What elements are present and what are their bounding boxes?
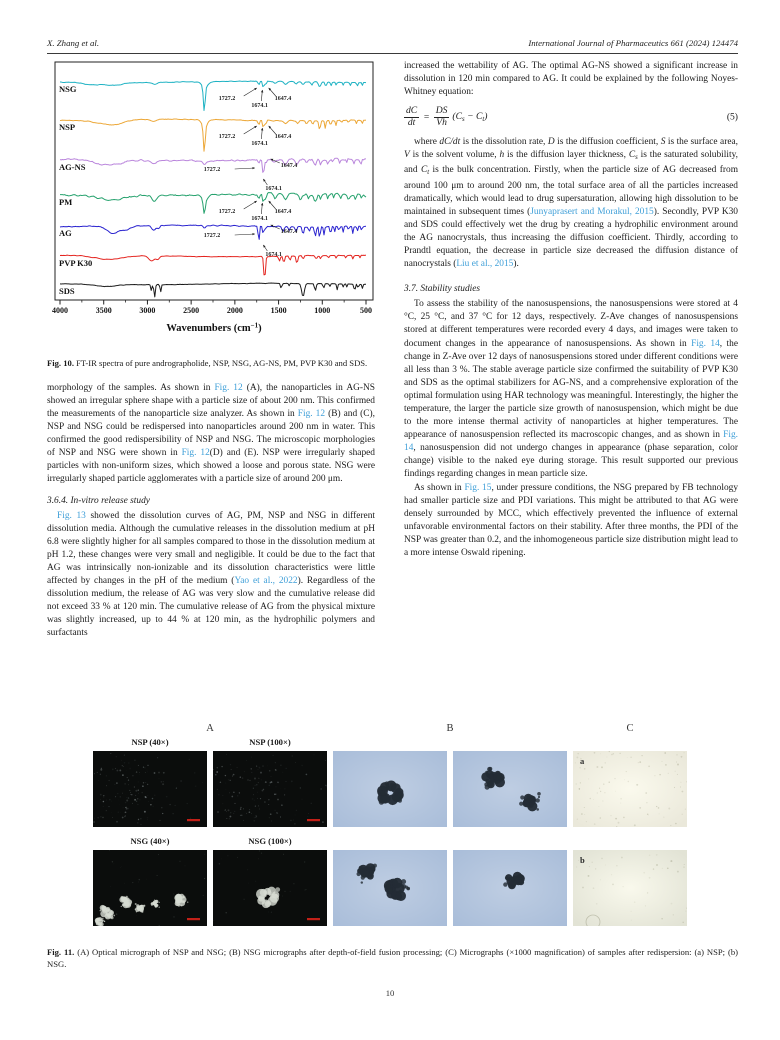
micrograph-panel-letter: b [580,855,585,865]
ftir-series-AG-NS [59,158,366,192]
svg-text:1727.2: 1727.2 [218,134,236,140]
svg-text:1647.4: 1647.4 [274,209,292,215]
micrograph-panel-dark [213,751,327,827]
svg-text:1647.4: 1647.4 [274,134,292,140]
micrograph-label: NSP (40×) [131,737,169,747]
citation-link[interactable]: Fig. 12 [214,382,243,393]
micrograph-panel-letter: a [580,756,585,766]
micrograph-panel-dark [93,850,207,926]
page-number: 10 [385,988,395,998]
svg-text:Wavenumbers (cm−1): Wavenumbers $(cm^{-1})$ [166,321,262,334]
body-paragraph: where dC/dt is the dissolution rate, D is the diffusion coefficient, S is the surface area, V is the solvent volume, h is the diffusion layer thickness, $C_s$ is the saturated solubility, and $C_t$ is the bulk concentration. Firstly, when the particle size of AG decreased from around 100 μm to around 200 nm, the total surface area of all the particles increased dramatically, which would lead to drug supersaturation, allowing high dissolution to be maintained in subsequent times (Junyaprasert and Morakul, 2015). Secondly, PVP K30 and SDS could effectively wet the drug by creating a hydrophilic environment around the AG nanocrystals, thus increasing the diffusion coefficient. Thirdly, according to Prandtl equation, the decrease in particle size decreased the diffusion distance of nanocrystals (Liu et al., 2015). [404,137,739,270]
equation-number: (5) [726,111,738,123]
ftir-series-NSP [59,119,366,151]
body-paragraph: morphology of the samples. As shown in Fig. 12 (A), the nanoparticles in AG-NS showed an irregular sphere shape with a particle size of about 200 nm. This confirmed the measurements of the nanoparticle size analyzer. As shown in Fig. 12 (B) and (C), NSP and NSG could be redispersed into nanoparticles around 200 nm in water. This confirmed the good redispersibility of NSP and NSG. The microscopic morphologies of NSP and NSG were shown in Fig. 12(D) and (E). NSP were irregularly shaped particles with non-uniform sizes, which showed a loose and porous state. NSG were irregularly shaped particle agglomerates with a particle size of around 200 μm. [47,382,376,485]
micrograph-panel-dark [213,850,327,926]
micrograph-label: NSG (40×) [130,836,170,846]
equation-equals: = [423,111,430,123]
svg-text:NSP: NSP [59,122,76,132]
ftir-series-NSG [59,81,366,110]
figure11-caption-lead: Fig. 11. [47,947,75,957]
ftir-series-SDS [59,283,366,297]
svg-text:1674.1: 1674.1 [251,103,268,109]
citation-link[interactable]: Fig. 12 [181,448,210,459]
section-heading-364: 3.6.4. In-vitro release study [47,495,150,506]
equation-tail: $(C_s - C_t)$ [452,111,488,124]
micrograph-panel-blue [453,751,567,827]
micrograph-panel-blue [333,751,447,827]
svg-text:1727.2: 1727.2 [218,96,236,102]
figure10-caption-text: FT-IR spectra of pure andrographolide, NSP, NSG, AG-NS, PM, PVP K30 and SDS. [73,358,368,368]
left-column [47,60,375,640]
citation-link[interactable]: Junyaprasert and Morakul, 2015 [530,206,654,217]
citation-link[interactable]: Liu et al., 2015 [456,259,514,270]
body-paragraph: Fig. 13 showed the dissolution curves of AG, PM, NSP and NSG in different dissolution media. Although the cumulative releases in the dissolution medium at pH 6.8 were slightly higher for all samples compared to those in the dissolution medium at pH 1.2, these changes were very small and negligible. It could be due to the fact that AG was intrinsically non-ionizable and its dissolution characteristics were little affected by changes in the pH of the medium (Yao et al., 2022). Regardless of the dissolution medium, the release of AG was very slow and the cumulative release did not exceed 33 % at 120 min. The cumulative release of AG from the physical mixture was slightly increased, up to 44 % at 120 min, as the hydrophilic polymers and surfactants [47,510,375,639]
figure11-column-letter-c: C [626,723,634,734]
svg-text:1674.1: 1674.1 [265,186,282,192]
svg-text:1500: 1500 [270,306,287,315]
micrograph-panel-dark [93,751,207,827]
figure11-caption-text: (A) Optical micrograph of NSP and NSG; (B) NSG micrographs after depth-of-field fusion processing; (C) Micrographs (×1000 magnification) of samples after redispersion: (a) NSP; (b) NSG. [47,947,739,969]
citation-link[interactable]: Fig. 15 [464,482,492,493]
svg-text:NSG: NSG [59,84,77,94]
figure11-column-letters [93,723,687,737]
noyes-whitney-equation [404,106,738,128]
ftir-series-AG [59,225,366,258]
svg-text:1674.1: 1674.1 [251,141,268,147]
svg-text:2500: 2500 [183,306,200,315]
body-paragraph: To assess the stability of the nanosuspensions, the nanosuspensions were stored at 4 °C, 25 °C, and 37 °C for 12 days, respectively. Z-Ave changes of nanosuspensions stored at different temperatures were recorded every 4 days, and images were taken to document changes in the appearance of nanosuspensions. As shown in Fig. 14, the change in Z-Ave over 12 days of nanosuspensions stored under different conditions were all less than 3 %. The stable average particle size confirmed the suitability of PVP K30 and SDS as the optimal stabilizers for AG-NS, and a comprehensive exploration of the optimal formulation using HAR technology was meaningful. Interestingly, the higher the temperature, the larger the particle size growth of nanosuspension, which might be due to the more intense thermal activity of nanoparticles at higher temperatures. The appearance of nanosuspension reflected its macroscopic changes, and as shown in Fig. 14, nanosuspension did not undergo changes in appearance (phase separation, color change) visible to the naked eye during storage. This result supported our previous findings regarding changes in mean particle size. [404,299,738,480]
figure11-column-letter-a: A [206,723,214,734]
svg-text:1000: 1000 [314,306,331,315]
svg-text:2000: 2000 [226,306,243,315]
header-journal: International Journal of Pharmaceutics 661 (2024) 124474 [528,38,738,48]
equation-lhs-fraction: $\frac{dC}{dt}$ [406,105,418,129]
figure11-caption [47,947,738,971]
figure11-row2 [93,850,687,926]
svg-text:1727.2: 1727.2 [218,209,236,215]
figure-11 [93,723,687,926]
svg-text:4000: 4000 [52,306,68,315]
micrograph-label: NSG (100×) [248,836,292,846]
citation-link[interactable]: Fig. 14 [691,338,720,349]
svg-text:AG: AG [59,228,72,238]
ftir-series-PM [59,192,366,222]
citation-link[interactable]: Fig. 12 [297,408,326,419]
svg-text:1727.2: 1727.2 [203,167,221,173]
micrograph-panel-blue [453,850,567,926]
header-author: X. Zhang et al. [47,38,100,48]
svg-text:1674.1: 1674.1 [265,252,282,258]
section-heading-37: 3.7. Stability studies [404,284,481,295]
equation-rhs-fraction: $\frac{DS}{Vh}$ [435,105,448,129]
svg-text:1674.1: 1674.1 [251,216,268,222]
page-header [47,38,738,54]
svg-text:AG-NS: AG-NS [59,162,86,172]
citation-link[interactable]: Fig. 14 [404,430,738,454]
citation-link[interactable]: Yao et al., 2022 [234,576,298,587]
svg-text:3000: 3000 [139,306,156,315]
micrograph-panel-beige [573,850,687,926]
body-paragraph: As shown in Fig. 15, under pressure conditions, the NSG prepared by FB technology had smaller particle size and PDI variations. This might be attributed to that AG were densely surrounded by MCC, which effectively prevented the influence of external unfavorable environmental factors on their stability. After three months, the PDI of the NSP was greater than 0.2, and the inhomogeneous particle size distribution might lead to a more intense Oswald ripening. [404,482,739,558]
figure10-caption-lead: Fig. 10. [47,358,74,368]
figure11-column-letter-b: B [446,723,454,734]
svg-text:1647.4: 1647.4 [274,96,292,102]
svg-text:1647.4: 1647.4 [280,229,298,235]
ftir-series-PVP K30 [59,255,366,275]
figure11-row2-labels [93,836,687,849]
micrograph-label: NSP (100×) [249,737,291,747]
micrograph-panel-beige [573,751,687,827]
svg-text:1727.2: 1727.2 [203,233,221,239]
svg-text:SDS: SDS [59,286,75,296]
citation-link[interactable]: Fig. 13 [57,510,86,521]
figure10-caption [47,358,375,370]
right-column [404,60,738,560]
svg-text:3500: 3500 [95,306,112,315]
figure11-row1-labels [93,737,687,750]
figure11-row1 [93,751,687,827]
ftir-spectra-figure [47,60,377,348]
micrograph-panel-blue [333,850,447,926]
svg-text:1647.4: 1647.4 [280,163,298,169]
body-paragraph: increased the wettability of AG. The optimal AG-NS showed a significant increase in dissolution in 120 min compared to AG. It could be explained by the following Noyes-Whitney equation: [404,61,738,98]
svg-text:PM: PM [59,197,73,207]
svg-text:PVP K30: PVP K30 [59,258,93,268]
svg-text:500: 500 [360,306,372,315]
